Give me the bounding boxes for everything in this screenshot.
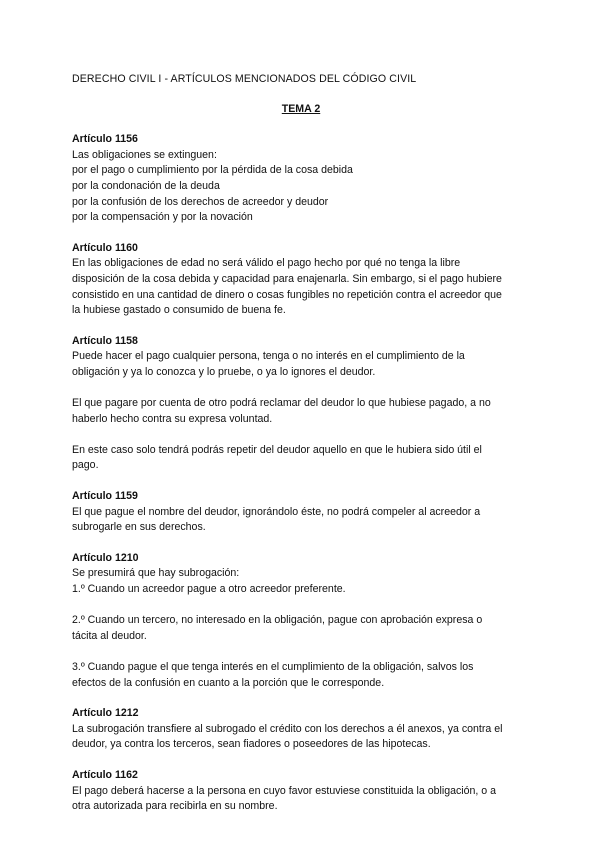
text-line: disposición de la cosa debida y capacidad para enajenarla. Sin embargo, si el pago hubiere [72,272,502,285]
article-heading: Artículo 1160 [72,241,138,254]
text-line: subrogarle en sus derechos. [72,521,206,534]
article-block [72,551,530,691]
text-line: El pago deberá hacerse a la persona en cuyo favor estuviese constituida la obligación, o a [72,784,497,797]
text-line: Se presumirá que hay subrogación: [72,567,240,580]
text-line: 3.º Cuando pague el que tenga interés en el cumplimiento de la obligación, salvos los [72,661,474,673]
article-paragraph [72,784,530,815]
article-block [72,334,530,474]
article-paragraph [72,566,530,597]
text-line: la hubiese gastado o consumido de buena fe. [72,304,286,317]
article-paragraph [72,505,530,536]
text-line: La subrogación transfiere al subrogado el crédito con los derechos a él anexos, ya contra el [72,722,503,735]
text-line: 1.º Cuando un acreedor pague a otro acreedor preferente. [72,583,346,596]
article-paragraph [72,613,530,644]
text-line: Puede hacer el pago cualquier persona, tenga o no interés en el cumplimiento de la [72,350,465,363]
article-heading: Artículo 1158 [72,334,138,347]
text-line: Las obligaciones se extinguen: [72,148,217,161]
text-line: por la compensación y por la novación [72,211,253,224]
articles-list [72,132,530,815]
text-line: haberlo hecho contra su expresa voluntad. [72,412,273,425]
text-line: El que pague el nombre del deudor, ignorándolo éste, no podrá compeler al acreedor a [72,505,481,518]
article-heading: Artículo 1156 [72,133,138,146]
article-paragraph [72,396,530,427]
article-heading: Artículo 1159 [72,490,138,503]
article-paragraph [72,443,530,474]
text-line: consistido en una cantidad de dinero o cosas fungibles no repetición contra el acreedor que [72,288,502,301]
article-block [72,706,530,753]
article-heading: Artículo 1212 [72,707,139,720]
text-line: deudor, ya contra los terceros, sean fiadores o poseedores de las hipotecas. [72,738,431,751]
article-block [72,241,530,319]
text-line: por la confusión de los derechos de acreedor y deudor [72,195,329,208]
article-block [72,768,530,815]
article-paragraph [72,722,530,753]
article-block [72,132,530,226]
text-line: obligación y ya lo conozca y lo pruebe, o ya lo ignores el deudor. [72,365,376,378]
text-line: En este caso solo tendrá podrás repetir del deudor aquello en que le hubiera sido útil el [72,443,482,456]
text-line: En las obligaciones de edad no será válido el pago hecho por qué no tenga la libre [72,257,461,270]
text-line: 2.º Cuando un tercero, no interesado en la obligación, pague con aprobación expresa o [72,614,483,627]
document-title: DERECHO CIVIL I - ARTÍCULOS MENCIONADOS DEL CÓDIGO CIVIL [72,73,417,85]
article-paragraph [72,660,530,691]
text-line: otra autorizada para recibirla en su nombre. [72,800,278,813]
text-line: tácita al deudor. [72,629,147,642]
article-paragraph [72,148,530,226]
article-block [72,489,530,536]
text-line: El que pagare por cuenta de otro podrá reclamar del deudor lo que hubiese pagado, a no [72,397,491,410]
article-heading: Artículo 1162 [72,768,138,781]
text-line: por la condonación de la deuda [72,179,220,192]
article-paragraph [72,256,530,318]
text-line: efectos de la confusión en cuanto a la porción que le corresponde. [72,676,385,689]
text-line: por el pago o cumplimiento por la pérdida de la cosa debida [72,164,353,177]
article-paragraph [72,349,530,380]
article-heading: Artículo 1210 [72,551,139,564]
text-line: pago. [72,459,99,472]
section-title: TEMA 2 [281,102,321,115]
